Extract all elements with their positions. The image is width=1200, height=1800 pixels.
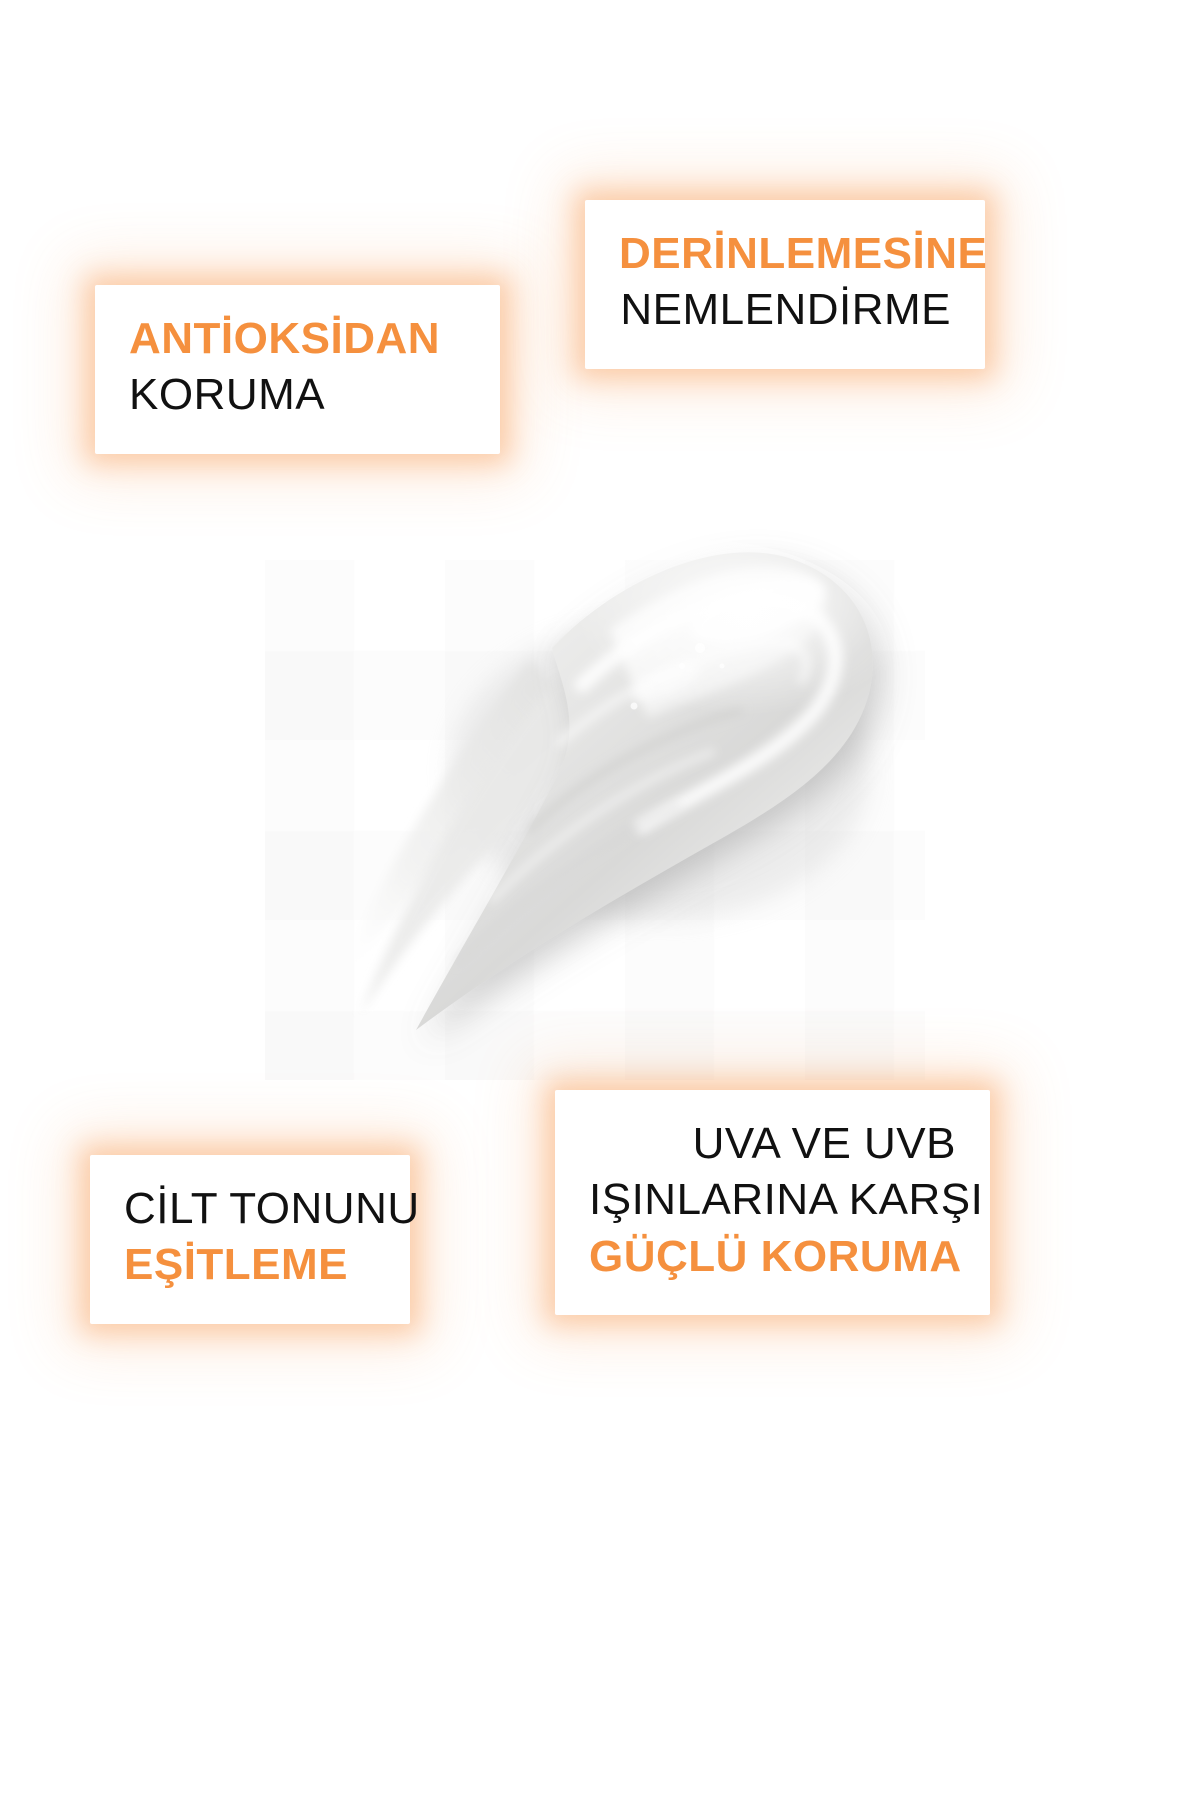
feature-uv-line3: GÜÇLÜ KORUMA xyxy=(589,1231,962,1281)
feature-card-uv-protection xyxy=(555,1090,990,1315)
feature-moisture-line2: NEMLENDİRME xyxy=(620,285,951,335)
feature-antioxidant-line2: KORUMA xyxy=(129,370,326,420)
product-cream-swatch xyxy=(230,470,930,1090)
feature-antioxidant-line1: ANTİOKSİDAN xyxy=(129,314,441,363)
feature-uv-line1: UVA VE UVB xyxy=(692,1119,956,1168)
feature-tone-line2: EŞİTLEME xyxy=(124,1240,349,1290)
feature-card-moisture xyxy=(585,200,988,369)
feature-tone-line1: CİLT TONUNU xyxy=(124,1184,420,1233)
feature-card-antioxidant xyxy=(95,285,500,454)
feature-uv-line2: IŞINLARINA KARŞI xyxy=(589,1175,984,1225)
feature-card-skin-tone xyxy=(90,1155,420,1324)
feature-moisture-line1: DERİNLEMESİNE xyxy=(619,229,988,278)
